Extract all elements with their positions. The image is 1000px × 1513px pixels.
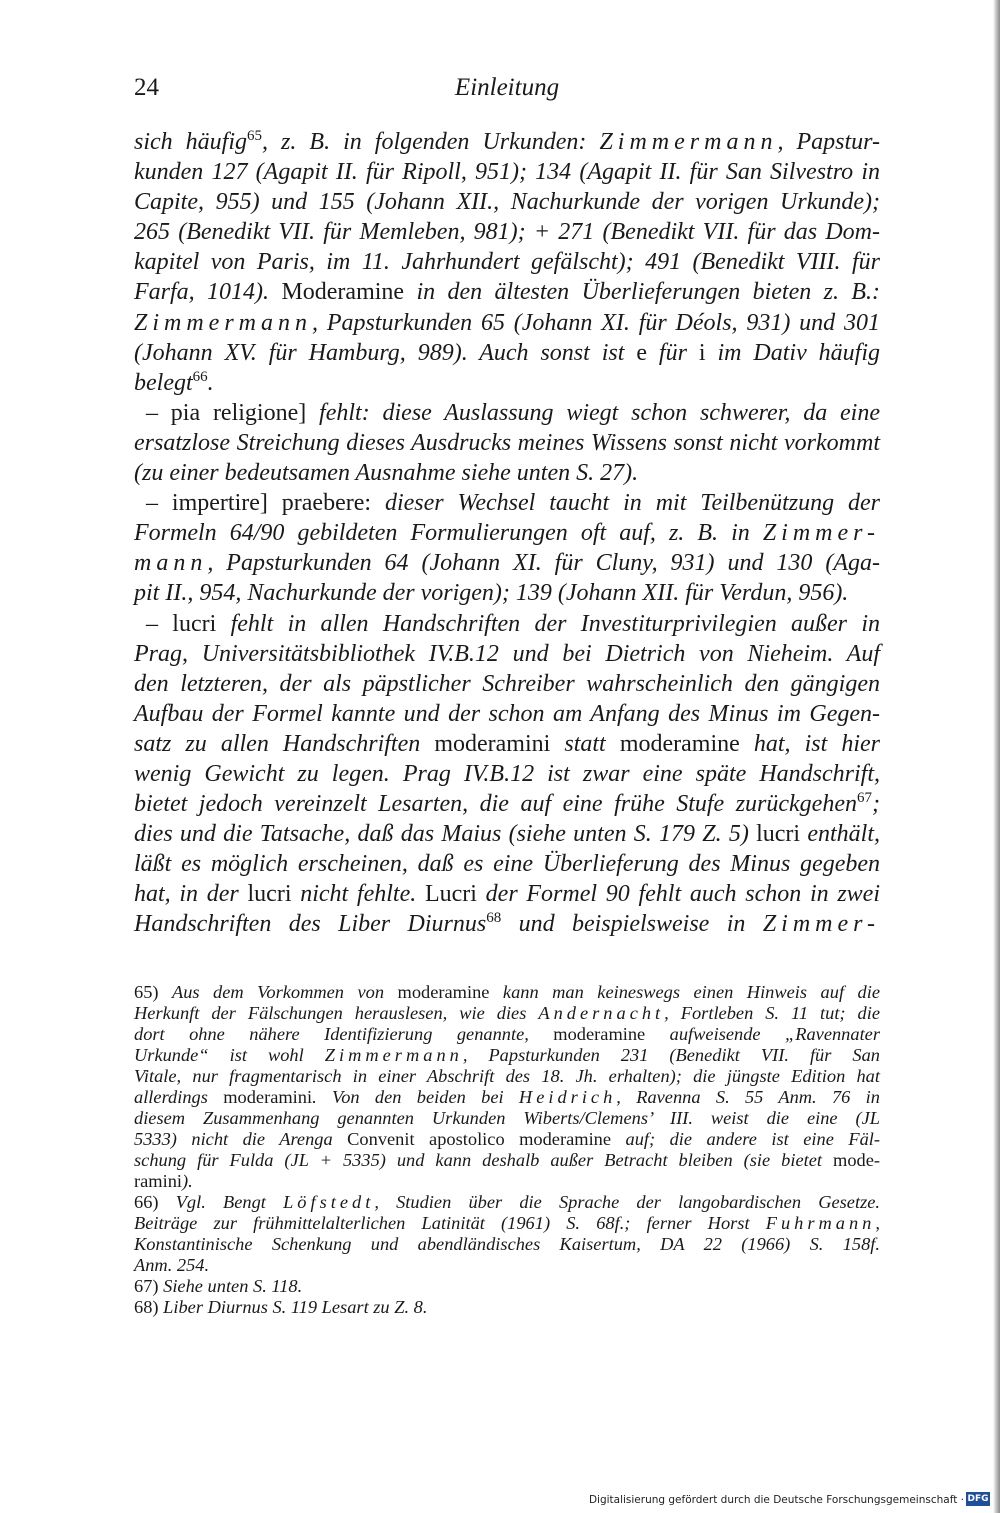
- text-line: (Johann XV. für Hamburg, 989). Auch sonst ist e für i im Dativ häufig: [134, 339, 880, 366]
- text-line: hat, in der lucri nicht fehlte. Lucri der Formel 90 fehlt auch schon in zwei: [134, 881, 881, 908]
- text-line: kapitel von Paris, im 11. Jahrhundert gefälscht); 491 (Benedikt VIII. für: [134, 249, 880, 276]
- footnote-line: 65) Aus dem Vorkommen von moderamine kann man keineswegs einen Hinweis auf die: [134, 982, 880, 1002]
- text-line: mann, Papsturkunden 64 (Johann XI. für Cluny, 931) und 130 (Aga-: [134, 550, 880, 577]
- dfg-logo-icon: DFG: [967, 1494, 989, 1504]
- footnote-line: diesem Zusammenhang genannten Urkunden Wiberts/Clemens’ III. weist die eine (JL: [134, 1108, 880, 1128]
- footnotes: [134, 982, 880, 1318]
- text-line: 265 (Benedikt VII. für Memleben, 981); + 271 (Benedikt VII. für das Dom-: [134, 219, 880, 246]
- text-line: läßt es möglich erscheinen, daß es eine Überlieferung des Minus gegeben: [134, 851, 880, 878]
- page-header: [134, 74, 880, 110]
- text-line: Formeln 64/90 gebildeten Formulierungen oft auf, z. B. in Zimmer-: [134, 520, 880, 547]
- text-line: Handschriften des Liber Diurnus$^{68}$ und beispielsweise in Zimmer-: [134, 910, 880, 938]
- footnote-line: 68) Liber Diurnus S. 119 Lesart zu Z. 8.: [134, 1297, 428, 1317]
- text-line: kunden 127 (Agapit II. für Ripoll, 951); 134 (Agapit II. für San Silvestro in: [134, 159, 880, 186]
- text-line: sich häufig$^{65}$, z. B. in folgenden Urkunden: Zimmermann, Papstur-: [134, 128, 880, 155]
- footnote-ref: 66: [192, 368, 208, 385]
- footnote-line: 67) Siehe unten S. 118.: [134, 1276, 303, 1296]
- text-line: wenig Gewicht zu legen. Prag IV.B.12 ist zwar eine späte Handschrift,: [134, 760, 880, 787]
- footnote-line: 66) Vgl. Bengt Löfstedt, Studien über die Sprache der langobardischen Gesetze.: [134, 1192, 880, 1212]
- footnote-line: Vitale, nur fragmentarisch in einer Abschrift des 18. Jh. erhalten); die jüngste Edition hat: [134, 1066, 880, 1086]
- footnote-line: Urkunde“ ist wohl Zimmermann, Papsturkunden 231 (Benedikt VII. für San: [134, 1045, 881, 1065]
- scan-edge: [993, 0, 1000, 1513]
- text-line: (zu einer bedeutsamen Ausnahme siehe unten S. 27).: [134, 460, 639, 487]
- text-line: – impertire] praebere: dieser Wechsel taucht in mit Teilbenützung der: [146, 490, 881, 517]
- footnote-line: schung für Fulda (JL + 5335) und kann deshalb außer Betracht bleiben (sie bietet mode-: [134, 1150, 880, 1170]
- footnote-line: Anm. 254.: [134, 1255, 210, 1275]
- text-line: dies und die Tatsache, daß das Maius (siehe unten S. 179 Z. 5) lucri enthält,: [134, 821, 880, 848]
- text-line: – pia religione] fehlt: diese Auslassung wiegt schon schwerer, da eine: [146, 399, 880, 426]
- text-line: Zimmermann, Papsturkunden 65 (Johann XI. für Déols, 931) und 301: [134, 309, 880, 336]
- text-line: Prag, Universitätsbibliothek IV.B.12 und bei Dietrich von Nieheim. Auf: [134, 640, 880, 667]
- text-line: satz zu allen Handschriften moderamini statt moderamine hat, ist hier: [134, 730, 881, 757]
- footnote-line: Herkunft der Fälschungen herauslesen, wie dies Andernacht, Fortleben S. 11 tut; die: [134, 1003, 880, 1023]
- footnote-line: dort ohne nähere Identifizierung genannte, moderamine aufweisende „Ravennater: [134, 1024, 881, 1044]
- text-line: Aufbau der Formel kannte und der schon am Anfang des Minus im Gegen-: [134, 700, 880, 727]
- text-line: den letzteren, der als päpstlicher Schreiber wahrscheinlich den gängigen: [134, 670, 880, 697]
- text-line: – lucri fehlt in allen Handschriften der Investiturprivilegien außer in: [146, 610, 881, 637]
- page-number: 24: [134, 74, 159, 101]
- footnote-line: ramini).: [134, 1171, 193, 1191]
- main-text: [134, 127, 880, 940]
- footnote-ref: 67: [857, 790, 872, 807]
- text-line: Farfa, 1014). Moderamine in den ältesten Überlieferungen bieten z. B.:: [134, 279, 880, 306]
- digitization-credit: Digitalisierung gefördert durch die Deutsche Forschungsgemeinschaft ·: [588, 1494, 964, 1506]
- footnote-line: allerdings moderamini. Von den beiden bei Heidrich, Ravenna S. 55 Anm. 76 in: [134, 1087, 880, 1107]
- footnote-ref: 68: [486, 910, 502, 927]
- running-head: Einleitung: [454, 74, 560, 101]
- text-line: bietet jedoch vereinzelt Lesarten, die auf eine frühe Stufe zurückgehen$^{67}$;: [134, 790, 880, 818]
- text-line: pit II., 954, Nachurkunde der vorigen); 139 (Johann XII. für Verdun, 956).: [134, 580, 849, 607]
- footnote-ref: 65: [247, 128, 263, 144]
- text-line: Capite, 955) und 155 (Johann XII., Nachurkunde der vorigen Urkunde);: [134, 189, 880, 216]
- text-line: ersatzlose Streichung dieses Ausdrucks meines Wissens sonst nicht vorkommt: [134, 429, 880, 456]
- footnote-line: Konstantinische Schenkung und abendländisches Kaisertum, DA 22 (1966) S. 158f.: [134, 1234, 880, 1254]
- footnote-line: Beiträge zur frühmittelalterlichen Latinität (1961) S. 68f.; ferner Horst Fuhrmann,: [134, 1213, 880, 1233]
- footnote-line: 5333) nicht die Arenga Convenit apostolico moderamine auf; die andere ist eine Fäl-: [134, 1129, 881, 1149]
- text-line: belegt$^{66}$.: [134, 368, 214, 396]
